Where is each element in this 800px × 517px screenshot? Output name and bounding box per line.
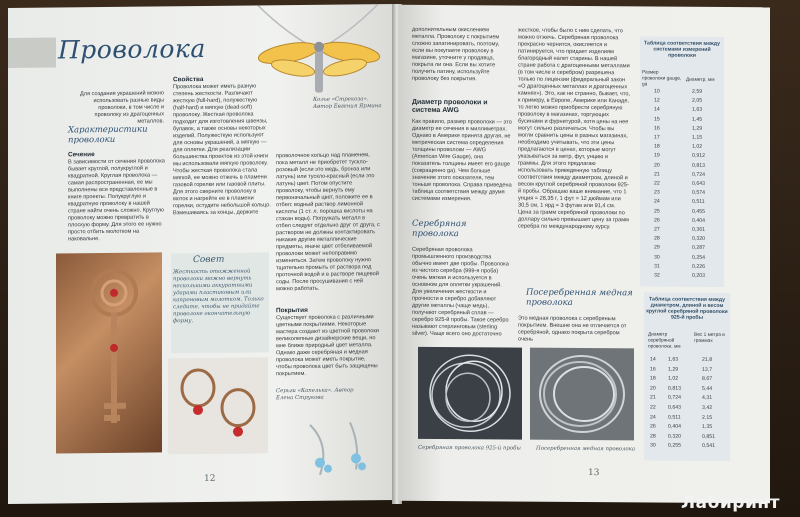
awg-gauge-cell: 20 xyxy=(654,162,660,169)
weight-table-cell: 0,813 xyxy=(668,385,681,392)
weight-table-cell: 20 xyxy=(650,385,656,392)
weight-table-cell: 26 xyxy=(650,423,656,430)
section-text: В зависимости от сечения проволока бывает круглой, полукруглой и квадратной. Круглая проволока — самая распространенная, ее мы выполнены все представленные в книге проекты. Полукруглую и квадратную проволоку в нашей стране найти очень сложно. Круглую проволоку можно превратить в плоскую форму. Для этого ее нужно просто отбить молотком на наковальне. xyxy=(68,158,165,243)
weight-table-cell: 21 xyxy=(650,394,656,401)
awg-gauge-cell: 23 xyxy=(654,189,660,196)
awg-table-col1: Размер проволоки gauge, ga xyxy=(642,70,682,88)
weight-table-cell: 0,541 xyxy=(702,443,715,450)
caption-silvered-wire: Посеребренная медная проволока xyxy=(536,445,636,453)
properties-text: Проволока может иметь разную степень жесткости. Различают жесткую (full-hard), полужесткую (half-hard) и мягкую (dead-soft) проволоку. Жесткая проволока подходит для изготовления швензы, булавок, а также основы некоторых изделий. Полужесткую используют для основы украшений, а мягкую — для оплетки. Для реализации большинства проектов из этой книги мы использовали мягкую проволоку. Чтобы жесткая проволока стала мягкой, ее можно отжечь в пламени газовой горелки или газовой плиты. Для этого сверните проволоку в моток и нагрейте ее в пламени горелки, остудите небольшой кольцо. Взмешиваясь за концы, держите xyxy=(173,83,271,217)
coating-heading: Покрытия xyxy=(276,306,308,315)
weight-table-col2: Вес 1 метра в граммах xyxy=(694,332,725,344)
awg-table-row xyxy=(640,144,724,152)
awg-table-row xyxy=(640,107,724,115)
awg-diameter-cell: 0,320 xyxy=(692,235,705,243)
awg-table-row xyxy=(640,134,724,142)
caption-dragonfly: Колье «Стрекоза». Автор Евгения Ярмина xyxy=(313,96,382,110)
awg-table-row xyxy=(640,190,724,198)
tip-title: Совет xyxy=(193,254,225,266)
section-heading: Сечение xyxy=(68,151,95,159)
awg-table-row xyxy=(640,153,724,161)
awg-table-row xyxy=(640,254,724,262)
awg-diameter-cell: 2,05 xyxy=(692,97,703,105)
awg-table-row xyxy=(640,217,724,225)
awg-gauge-cell: 27 xyxy=(654,226,660,233)
weight-table-cell: 0,851 xyxy=(702,433,715,440)
weight-table-col1: Диаметр серебряной проволоки, мм xyxy=(648,332,681,350)
awg-table xyxy=(640,36,724,287)
weight-table-row xyxy=(644,376,730,384)
awg-gauge-cell: 26 xyxy=(654,217,660,224)
awg-table-row xyxy=(640,171,724,179)
tip-text: Жесткость отожженной проволоки можно вернуть несколькими аккуратными ударами пластиковым или капроновым молотком. Только следите, чтобы не придайте проволоке окончательную форму. xyxy=(173,268,264,325)
awg-diameter-cell: 0,574 xyxy=(692,189,705,197)
weight-table-cell: 0,320 xyxy=(668,433,681,440)
awg-table-row xyxy=(640,263,724,271)
awg-gauge-cell: 30 xyxy=(654,254,660,261)
awg-gauge-cell: 28 xyxy=(654,235,660,242)
awg-gauge-cell: 24 xyxy=(654,198,660,205)
weight-table-row xyxy=(644,385,730,393)
awg-diameter-cell: 0,404 xyxy=(692,217,705,224)
weight-table-cell: 28 xyxy=(650,433,656,440)
silvered-heading: Посеребренная медная проволока xyxy=(526,287,633,308)
page-title: Проволока xyxy=(58,33,206,65)
weight-table-cell: 8,67 xyxy=(702,376,713,383)
awg-diameter-cell: 0,813 xyxy=(692,162,705,169)
awg-diameter-cell: 1,02 xyxy=(692,143,703,151)
awg-table-rows xyxy=(640,88,724,285)
awg-diameter-cell: 0,361 xyxy=(692,226,705,233)
awg-diameter-cell: 1,45 xyxy=(692,116,703,123)
awg-gauge-cell: 22 xyxy=(654,180,660,187)
weight-table-rows xyxy=(644,356,730,457)
weight-table-cell: 13,7 xyxy=(702,366,713,373)
awg-text: Как правило, размер проволоки — это диаметр ее сечения в миллиметрах. Однако в Америке принята другая, не метрическая система определения толщины проволоки — AWG (American Wire Gauge), она показатель толщины имеет его gauge (сокращенно ga). Чем больше значение этого показателя, тем тоньше проволока. Справа приведена таблица соответствия между двумя системами измерения. xyxy=(412,118,512,203)
silver-text: Серебряная проволока промышленного производства обычно имеет две пробы. Проволока из чистого серебра (999-я проба) очень мягкая и используется в основном для оплетки украшений. Для увеличения жесткости и прочности в серебро добавляют другие металлы (чаще медь), получают серебряный сплав — серебро 925-й пробы. Такое серебро называют стерлинговым (sterling silver). Чаще всего оно достаточно xyxy=(412,246,509,338)
awg-diameter-cell: 2,59 xyxy=(692,88,703,95)
tip-box xyxy=(171,252,269,353)
silver-wire-photo xyxy=(418,347,522,440)
awg-table-col2: Диаметр, мм xyxy=(686,77,715,83)
earrings-photo xyxy=(168,357,268,454)
watermark-logo: Лабиринт xyxy=(680,493,780,513)
weight-table-cell: 0,724 xyxy=(668,394,681,402)
weight-table-row xyxy=(644,356,730,364)
awg-diameter-cell: 0,203 xyxy=(692,272,705,279)
properties-heading: Свойства xyxy=(173,75,204,84)
awg-diameter-cell: 1,15 xyxy=(692,134,703,141)
awg-gauge-cell: 29 xyxy=(654,244,660,251)
awg-gauge-cell: 19 xyxy=(654,152,660,159)
weight-table-cell: 22 xyxy=(650,404,656,411)
awg-diameter-cell: 0,254 xyxy=(692,254,705,261)
weight-table-cell: 16 xyxy=(650,366,656,373)
silvered-wire-photo xyxy=(530,348,634,441)
weight-table-cell: 5,44 xyxy=(702,385,713,392)
awg-diameter-cell: 0,511 xyxy=(692,199,705,206)
blue-earrings-photo xyxy=(290,414,386,485)
weight-table-cell: 0,643 xyxy=(668,404,681,411)
weight-table-cell: 0,511 xyxy=(668,414,681,421)
awg-gauge-cell: 31 xyxy=(654,263,660,270)
awg-table-row xyxy=(640,98,724,106)
awg-table-row xyxy=(640,125,724,133)
weight-table-cell: 1,63 xyxy=(668,356,679,363)
weight-table-cell: 4,31 xyxy=(702,395,713,402)
weight-table-row xyxy=(644,443,730,451)
column-2-text: жесткое, чтобы было с ним сделать, что можно отжечь. Серебряная проволока прекрасно чернится, окисляется и патинируется, что придает изделиям благородный налет старины. В нашей стране работа с драгоценными металлами (в том числе и серебром) разрешена только по лицензии (федеральный закон «О драгоценных металлах и драгоценных камнях»). Это, как ни странно, бывает, что, к примеру, в Европе, Америке или Канаде, то легко можно приобрести серебряную проволоку в магазинах, торгующих бусинами и фурнитурой, хотя цены на нее могут сильно различаться. Чтобы вы могли сравнить цены в разных магазинах, необходимо учитывать, что эти цены предлагаются в ценах, которые могут указываться за метр, фут, унцию и граммы. Для этого предлагаю использовать приведенную таблицу соответствия между диаметром, длиной и весом круглой серебряной проволоки 925-й пробы. Обращаю ваше внимание, что 1 унция = 28,35 г, 1 фут = 12 дюймам или 30,5 см, 1 ярд = 3 футам или 91,4 см. Цена за грамм серебряной проволоки по доллару сильно превышает цену за грамм серебра по международному курсу. xyxy=(518,27,630,231)
awg-table-row xyxy=(640,180,724,188)
weight-table-row xyxy=(644,404,730,412)
weight-table-cell: 18 xyxy=(650,375,656,382)
weight-table-row xyxy=(644,395,730,403)
awg-table-row xyxy=(640,208,724,216)
weight-table-cell: 1,29 xyxy=(668,366,679,373)
right-page xyxy=(398,5,770,504)
awg-gauge-cell: 32 xyxy=(654,272,660,279)
intro-text: Для создания украшений можно использовать разные виды проволоки, в том числе и проволоку из драгоценных металлов. xyxy=(80,90,164,125)
weight-table-cell: 14 xyxy=(650,356,656,363)
awg-diameter-cell: 0,724 xyxy=(692,171,705,178)
awg-diameter-cell: 1,63 xyxy=(692,107,703,114)
silver-heading: Серебряная проволока xyxy=(412,218,467,240)
middle-text: проволочное кольцо над пламенем, пока металл не приобретет тускло-розовый (если это медь, бронза или латунь) или тускло-красный (если это латунь) цвет. Потом опустите проволоку, чтобы вернуть ему первоначальный цвет, положите ее в отбел: водный раствор лимонной кислоты (1 ст. л. порошка кислоты на стакан воды). Погружать металл в отбел следует отдельно друг от друга, с раствором не должны контактировать никакие другие металлические предметы, иначе цвет отбеливаемой проволоки может непоправимо измениться. Затем проволоку нужно тщательно промыть от раствора под проточной водой и в растворе пищевой соды. После просушивания с ней можно работать. xyxy=(276,152,380,293)
weight-table-row xyxy=(644,433,730,441)
awg-table-row xyxy=(640,236,724,244)
page-number-right: 13 xyxy=(588,468,600,479)
weight-table-cell: 24 xyxy=(650,414,656,421)
awg-table-row xyxy=(640,116,724,124)
page-number-left: 12 xyxy=(204,473,216,484)
awg-diameter-cell: 0,643 xyxy=(692,180,705,187)
weight-table-cell: 0,404 xyxy=(668,423,681,430)
weight-table-cell: 21,8 xyxy=(702,356,713,363)
weight-table xyxy=(644,292,730,461)
awg-heading: Диаметр проволоки и система AWG xyxy=(412,98,488,115)
awg-table-row xyxy=(640,245,724,253)
awg-gauge-cell: 12 xyxy=(654,97,660,104)
awg-gauge-cell: 25 xyxy=(654,208,660,215)
characteristics-heading: Характеристики проволоки xyxy=(68,124,148,146)
weight-table-row xyxy=(644,424,730,432)
weight-table-cell: 30 xyxy=(650,442,656,449)
awg-table-row xyxy=(640,162,724,170)
left-page xyxy=(8,4,396,504)
caption-earrings: Серьги «Капелька». Автор Елена Струкова xyxy=(276,387,354,402)
awg-diameter-cell: 0,226 xyxy=(692,263,705,270)
awg-diameter-cell: 1,29 xyxy=(692,125,703,132)
title-bar-accent xyxy=(8,38,56,69)
awg-gauge-cell: 14 xyxy=(654,106,660,113)
awg-gauge-cell: 15 xyxy=(654,116,660,123)
weight-table-row xyxy=(644,366,730,374)
weight-table-cell: 2,15 xyxy=(702,414,713,421)
awg-gauge-cell: 10 xyxy=(654,88,660,95)
caption-silver-wire: Серебряная проволока 925-й пробы xyxy=(418,444,521,452)
awg-diameter-cell: 0,912 xyxy=(692,153,705,160)
dragonfly-necklace-photo xyxy=(248,4,388,93)
awg-table-row xyxy=(640,199,724,207)
weight-table-cell: 3,42 xyxy=(702,404,713,411)
weight-table-cell: 1,02 xyxy=(668,375,679,382)
key-pendant-photo xyxy=(56,252,162,453)
weight-table-title: Таблица соответствия между диаметром, длиной и весом круглой серебряной проволоки 925-й пробы xyxy=(646,296,728,321)
awg-table-row xyxy=(640,226,724,234)
weight-table-cell: 1,35 xyxy=(702,424,713,431)
weight-table-cell: 0,255 xyxy=(668,442,681,450)
awg-diameter-cell: 0,455 xyxy=(692,208,705,215)
awg-gauge-cell: 21 xyxy=(654,171,660,178)
top-text: дополнительным окислением металла. Проволоку с покрытием сложно запатинировать, поэтому, если вы покупаете проволоку в магазине, уточните у продавца, покрыта ли она. Если вы хотите получить патину, используйте проволоку без покрытия. xyxy=(412,26,500,83)
awg-table-title: Таблица соответствия между системами измерений проволоки xyxy=(644,40,720,59)
awg-gauge-cell: 16 xyxy=(654,125,660,132)
awg-diameter-cell: 0,287 xyxy=(692,245,705,252)
awg-table-row xyxy=(640,272,724,280)
silvered-text: Это медная проволока с серебряным покрытием. Внешне она не отличается от серебряной, однако покрыта серебром очень xyxy=(518,315,627,343)
coating-text: Существует проволока с различными цветными покрытиями. Некоторые мастера создают из цветной проволоки великолепные дизайнерские вещи, но мне ближе природный цвет металла. Однако даже серебряная и медная проволока может иметь покрытие, чтобы проволока цвет быть защищены покрытием. xyxy=(276,314,379,378)
weight-table-row xyxy=(644,414,730,422)
awg-gauge-cell: 17 xyxy=(654,134,660,141)
awg-gauge-cell: 18 xyxy=(654,143,660,150)
awg-table-row xyxy=(640,88,724,96)
